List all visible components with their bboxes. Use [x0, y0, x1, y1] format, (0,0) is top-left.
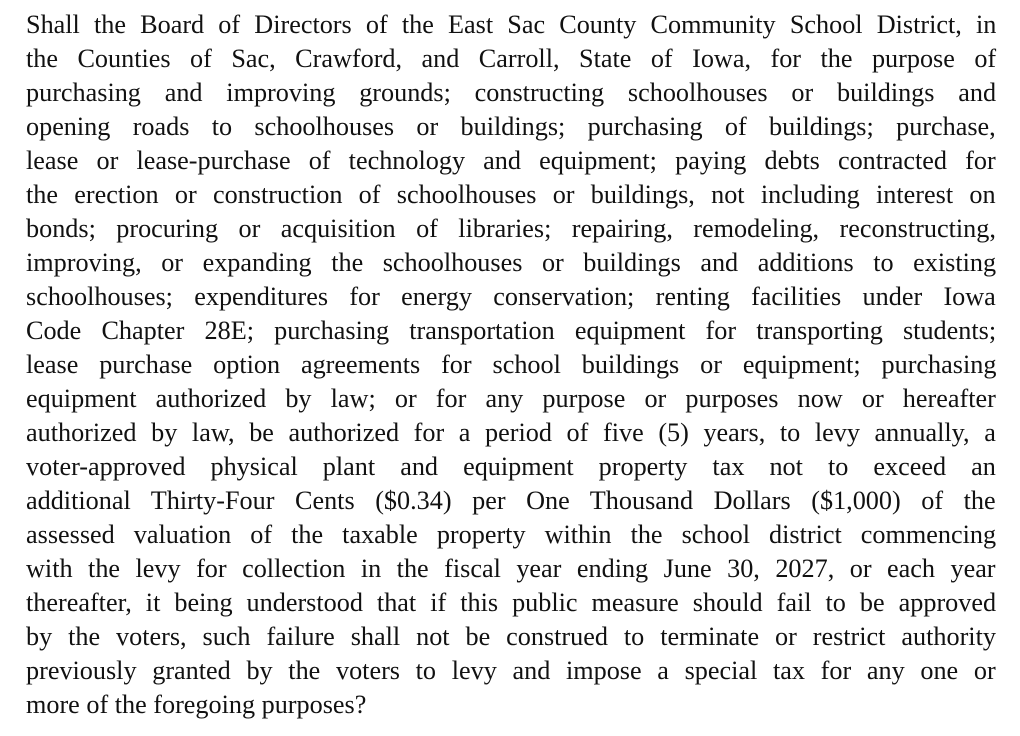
paragraph-line: lease or lease-purchase of technology and equipment; paying debts contracted for [26, 146, 996, 175]
paragraph-line: Shall the Board of Directors of the East Sac County Community School District, in [26, 10, 997, 39]
paragraph-line: by the voters, such failure shall not be construed to terminate or restrict authority [26, 622, 996, 651]
paragraph-line: purchasing and improving grounds; constructing schoolhouses or buildings and [26, 78, 997, 107]
paragraph-line: equipment authorized by law; or for any purpose or purposes now or hereafter [26, 384, 996, 413]
paragraph-line: Code Chapter 28E; purchasing transportation equipment for transporting students; [26, 316, 997, 345]
paragraph-line: voter-approved physical plant and equipment property tax not to exceed an [26, 452, 996, 481]
paragraph-line: schoolhouses; expenditures for energy conservation; renting facilities under Iowa [26, 282, 996, 311]
ballot-question-paragraph [26, 8, 996, 722]
paragraph-line: assessed valuation of the taxable property within the school district commencing [26, 520, 997, 549]
paragraph-line: improving, or expanding the schoolhouses or buildings and additions to existing [26, 248, 997, 277]
paragraph-line: lease purchase option agreements for school buildings or equipment; purchasing [26, 350, 997, 379]
paragraph-line: additional Thirty-Four Cents ($0.34) per One Thousand Dollars ($1,000) of the [26, 486, 996, 515]
paragraph-line: opening roads to schoolhouses or buildings; purchasing of buildings; purchase, [26, 112, 996, 141]
paragraph-line: authorized by law, be authorized for a period of five (5) years, to levy annually, a [26, 418, 996, 447]
paragraph-line: the Counties of Sac, Crawford, and Carroll, State of Iowa, for the purpose of [26, 44, 997, 73]
paragraph-line: previously granted by the voters to levy and impose a special tax for any one or [26, 656, 996, 685]
paragraph-line: bonds; procuring or acquisition of libraries; repairing, remodeling, reconstructing, [26, 214, 996, 243]
paragraph-line-final: more of the foregoing purposes? [26, 690, 367, 719]
paragraph-line: with the levy for collection in the fiscal year ending June 30, 2027, or each year [26, 554, 996, 583]
paragraph-line: the erection or construction of schoolhouses or buildings, not including interest on [26, 180, 996, 209]
paragraph-line: thereafter, it being understood that if this public measure should fail to be approved [26, 588, 997, 617]
